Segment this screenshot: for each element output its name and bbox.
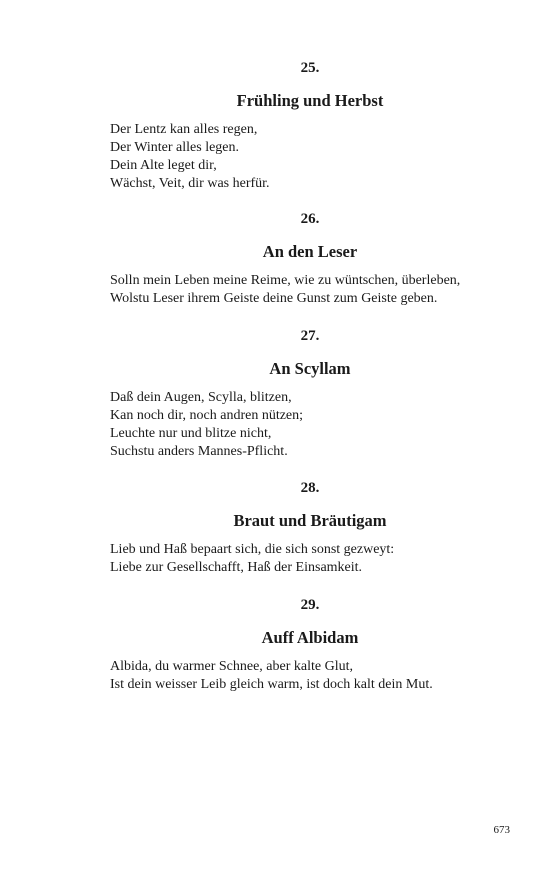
poem-line: Solln mein Leben meine Reime, wie zu wüntschen, überleben, — [110, 273, 461, 288]
poem-number: 28. — [300, 480, 320, 496]
poem-title: Braut und Bräutigam — [233, 511, 387, 530]
poem-lines — [110, 658, 510, 694]
poem-line: Daß dein Augen, Scylla, blitzen, — [110, 390, 292, 405]
poem-lines — [110, 272, 510, 308]
poem-line: Wächst, Veit, dir was herfür. — [110, 176, 270, 191]
page-number: 673 — [493, 824, 510, 836]
poem-29 — [110, 596, 510, 694]
poem-28 — [110, 479, 510, 577]
poem-line: Albida, du warmer Schnee, aber kalte Glut, — [110, 659, 353, 674]
poem-26 — [110, 210, 510, 308]
poem-line: Liebe zur Gesellschafft, Haß der Einsamkeit. — [110, 560, 363, 575]
poem-number: 29. — [300, 597, 320, 613]
poem-25 — [110, 59, 510, 193]
poem-line: Leuchte nur und blitze nicht, — [110, 426, 272, 441]
poem-lines — [110, 541, 510, 577]
poem-title: An Scyllam — [269, 359, 351, 378]
poem-27 — [110, 327, 510, 461]
poem-line: Der Winter alles legen. — [110, 140, 240, 155]
poem-number: 27. — [300, 328, 320, 344]
poem-number: 26. — [300, 211, 320, 227]
poem-number: 25. — [300, 60, 320, 76]
poem-line: Suchstu anders Mannes-Pflicht. — [110, 444, 288, 459]
poem-title: Frühling und Herbst — [236, 91, 384, 110]
poem-line: Dein Alte leget dir, — [110, 158, 217, 173]
poem-title: Auff Albidam — [261, 628, 359, 647]
poem-title: An den Leser — [262, 242, 358, 261]
book-page — [110, 0, 510, 880]
poem-lines — [110, 389, 510, 461]
poem-line: Kan noch dir, noch andren nützen; — [110, 408, 304, 423]
poem-line: Lieb und Haß bepaart sich, die sich sonst gezweyt: — [110, 542, 395, 557]
poem-line: Ist dein weisser Leib gleich warm, ist doch kalt dein Mut. — [110, 677, 433, 692]
poem-line: Wolstu Leser ihrem Geiste deine Gunst zum Geiste geben. — [110, 291, 438, 306]
poem-line: Der Lentz kan alles regen, — [110, 122, 258, 137]
poem-lines — [110, 121, 510, 193]
